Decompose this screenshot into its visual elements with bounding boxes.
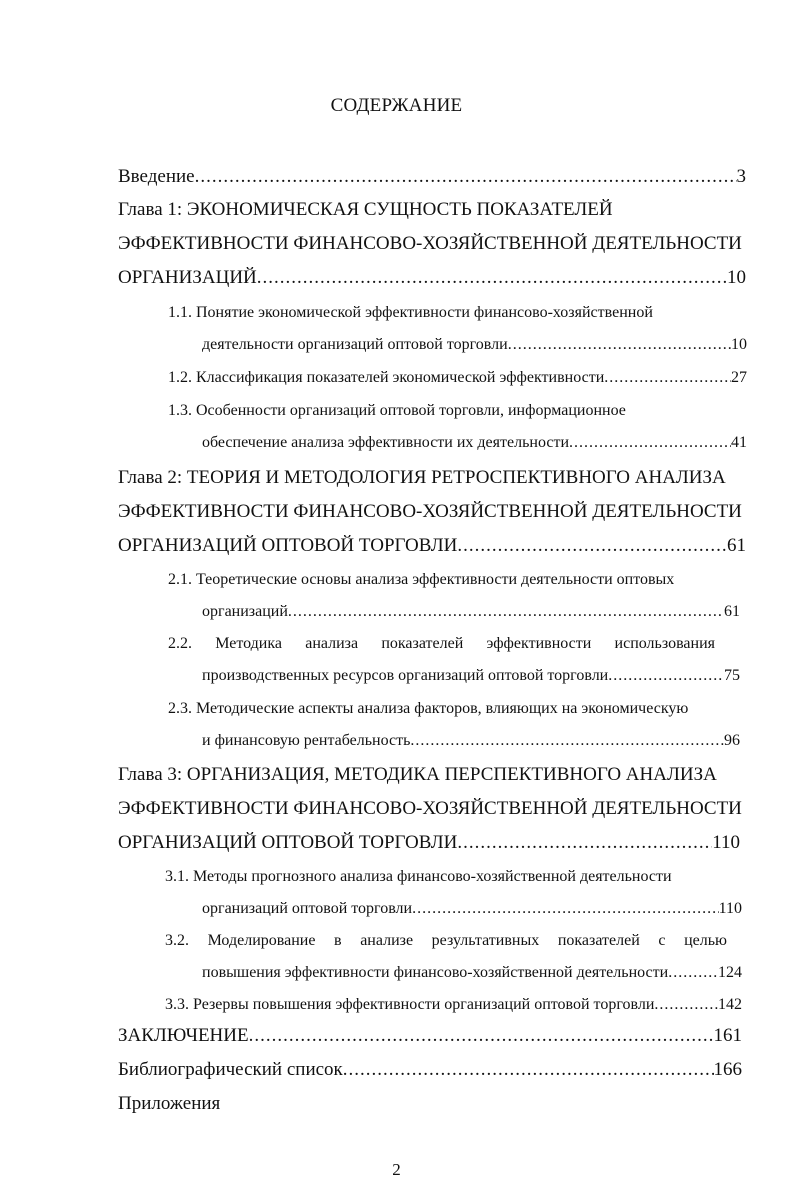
dot-leader [288, 603, 724, 621]
toc-section-2-3-line-2 [202, 732, 740, 750]
toc-chapter-1-heading-end: ОРГАНИЗАЦИЙ [118, 267, 257, 288]
toc-chapter-2-heading-cont: ЭФФЕКТИВНОСТИ ФИНАНСОВО-ХОЗЯЙСТВЕННОЙ ДЕЯТЕЛЬНОСТИ [118, 501, 742, 522]
toc-chapter-3-line-3 [118, 832, 740, 854]
dot-leader [410, 732, 724, 750]
toc-entry-label: ЗАКЛЮЧЕНИЕ [118, 1025, 249, 1046]
toc-section-3-2: 3.2. Моделирование в анализе результативных показателей с целью [165, 932, 727, 949]
dot-leader [654, 996, 718, 1014]
toc-entry-intro [118, 166, 746, 188]
toc-chapter-2-heading-end: ОРГАНИЗАЦИЙ ОПТОВОЙ ТОРГОВЛИ [118, 535, 458, 556]
toc-chapter-3-heading-cont: ЭФФЕКТИВНОСТИ ФИНАНСОВО-ХОЗЯЙСТВЕННОЙ ДЕЯТЕЛЬНОСТИ [118, 798, 742, 819]
dot-leader [457, 535, 727, 557]
dot-leader [257, 267, 727, 289]
toc-section-3-1-line-2 [202, 900, 742, 918]
dot-leader [412, 900, 719, 918]
toc-section-3-3 [165, 996, 742, 1014]
dot-leader [457, 832, 712, 854]
page-number: 2 [392, 1160, 401, 1179]
toc-page-number: 161 [713, 1025, 742, 1046]
toc-section-3-1-cont: организаций оптовой торговли [202, 900, 413, 917]
dot-leader [608, 667, 724, 685]
toc-entry-bibliography [118, 1059, 742, 1081]
toc-chapter-2-line-3 [118, 535, 746, 557]
toc-entry-conclusion [118, 1025, 742, 1047]
toc-page-number: 96 [724, 732, 740, 749]
toc-section-2-3-line-1 [168, 700, 688, 718]
toc-section-1-3-cont: обеспечение анализа эффективности их деятельности [202, 434, 570, 451]
toc-chapter-3-heading-end: ОРГАНИЗАЦИЙ ОПТОВОЙ ТОРГОВЛИ [118, 832, 458, 853]
toc-page-number: 61 [724, 603, 740, 620]
toc-section-2-3-cont: и финансовую рентабельность [202, 732, 411, 749]
toc-page-number: 75 [724, 667, 740, 684]
toc-section-2-2-cont: производственных ресурсов организаций оптовой торговли [202, 667, 609, 684]
dot-leader [508, 336, 731, 354]
toc-page-number: 10 [731, 336, 747, 353]
page-title: СОДЕРЖАНИЕ [330, 95, 463, 116]
toc-section-2-2: 2.2. Методика анализа показателей эффективности использования [168, 635, 715, 652]
toc-section-2-2-line-2 [202, 667, 740, 685]
toc-section-2-2-line-1 [168, 635, 715, 653]
toc-section-1-1: 1.1. Понятие экономической эффективности финансово-хозяйственной [168, 304, 653, 321]
toc-section-2-3: 2.3. Методические аспекты анализа факторов, влияющих на экономическую [168, 700, 689, 717]
toc-chapter-2-line-1 [118, 467, 726, 489]
toc-section-3-2-line-2 [202, 964, 742, 982]
toc-section-1-1-cont: деятельности организаций оптовой торговли [202, 336, 508, 353]
toc-section-1-2 [168, 369, 747, 387]
toc-entry-label: Введение [118, 166, 195, 187]
toc-page-number: 27 [731, 369, 747, 386]
toc-section-2-1: 2.1. Теоретические основы анализа эффективности деятельности оптовых [168, 571, 675, 588]
toc-section-1-1-line-1 [168, 304, 653, 322]
toc-chapter-2-line-2 [118, 501, 742, 523]
toc-section-1-2-label: 1.2. Классификация показателей экономической эффективности [168, 369, 605, 386]
toc-section-2-1-cont: организаций [202, 603, 288, 620]
dot-leader [343, 1059, 714, 1081]
toc-section-2-1-line-1 [168, 571, 674, 589]
toc-chapter-3-line-1 [118, 764, 717, 786]
toc-entry-label: Приложения [118, 1093, 221, 1114]
toc-chapter-1-line-2 [118, 233, 742, 255]
dot-leader [604, 369, 731, 387]
dot-leader [195, 166, 737, 188]
toc-page-number: 110 [712, 832, 740, 853]
toc-section-3-2-line-1 [165, 932, 727, 950]
dot-leader [249, 1025, 714, 1047]
toc-page-number: 124 [718, 964, 742, 981]
toc-section-3-1: 3.1. Методы прогнозного анализа финансово-хозяйственной деятельности [165, 868, 672, 885]
toc-entry-label: Библиографический список [118, 1059, 343, 1080]
toc-section-1-1-line-2 [202, 336, 747, 354]
toc-chapter-2-heading: Глава 2: ТЕОРИЯ И МЕТОДОЛОГИЯ РЕТРОСПЕКТИВНОГО АНАЛИЗА [118, 467, 726, 488]
toc-chapter-1-heading-cont: ЭФФЕКТИВНОСТИ ФИНАНСОВО-ХОЗЯЙСТВЕННОЙ ДЕЯТЕЛЬНОСТИ [118, 233, 742, 254]
toc-page-number: 166 [713, 1059, 742, 1080]
toc-section-1-3: 1.3. Особенности организаций оптовой торговли, информационное [168, 402, 626, 419]
dot-leader [569, 434, 731, 452]
toc-chapter-1-heading: Глава 1: ЭКОНОМИЧЕСКАЯ СУЩНОСТЬ ПОКАЗАТЕЛЕЙ [118, 199, 613, 220]
toc-section-1-3-line-2 [202, 434, 747, 452]
toc-chapter-3-heading: Глава 3: ОРГАНИЗАЦИЯ, МЕТОДИКА ПЕРСПЕКТИВНОГО АНАЛИЗА [118, 764, 717, 785]
toc-section-3-2-cont: повышения эффективности финансово-хозяйственной деятельности [202, 964, 669, 981]
toc-page-number: 10 [727, 267, 746, 288]
toc-page-number: 110 [718, 900, 742, 917]
toc-chapter-1-line-3 [118, 267, 746, 289]
dot-leader [668, 964, 718, 982]
toc-section-3-3-label: 3.3. Резервы повышения эффективности организаций оптовой торговли [165, 996, 655, 1013]
toc-chapter-1-line-1 [118, 199, 613, 221]
toc-page-number: 61 [727, 535, 746, 556]
toc-section-2-1-line-2 [202, 603, 740, 621]
toc-page-number: 3 [736, 166, 746, 187]
toc-section-3-1-line-1 [165, 868, 672, 886]
toc-page-number: 41 [731, 434, 747, 451]
toc-entry-appendix [118, 1093, 220, 1115]
toc-page-number: 142 [718, 996, 742, 1013]
toc-section-1-3-line-1 [168, 402, 626, 420]
toc-chapter-3-line-2 [118, 798, 742, 820]
